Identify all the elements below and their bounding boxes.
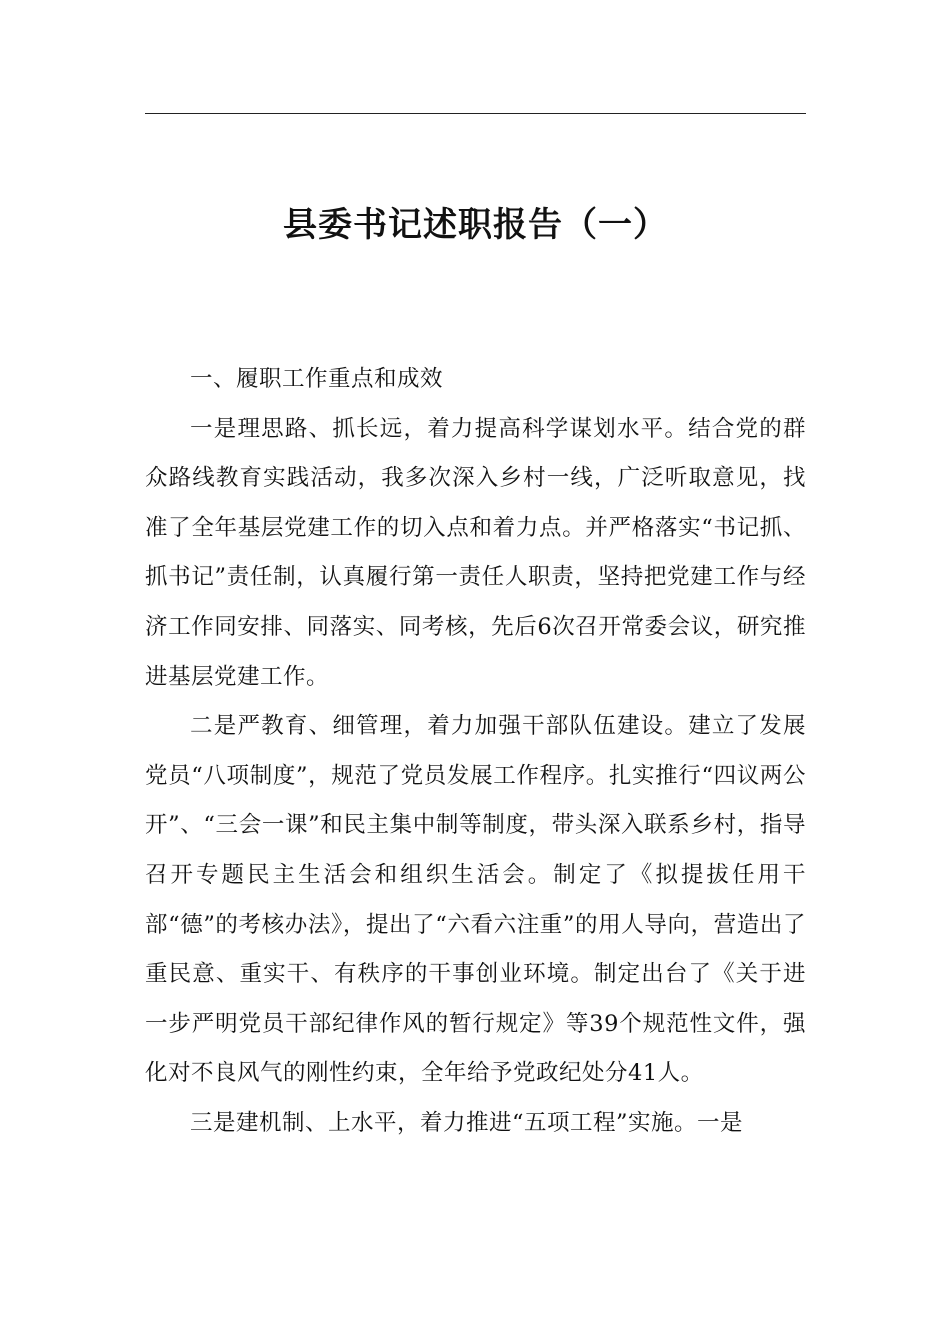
body-paragraph-1: 一是理思路、抓长远，着力提高科学谋划水平。结合党的群众路线教育实践活动，我多次深入乡村一线，广泛听取意见，找准了全年基层党建工作的切入点和着力点。并严格落实“书记抓、抓书记”责任制，认真履行第一责任人职责，坚持把党建工作与经济工作同安排、同落实、同考核，先后6次召开常委会议，研究推进基层党建工作。 <box>145 415 806 690</box>
document-title: 县委书记述职报告（一） <box>283 205 668 245</box>
document-body <box>145 355 806 1149</box>
body-paragraph-3: 三是建机制、上水平，着力推进“五项工程”实施。一是 <box>190 1109 744 1136</box>
body-paragraph-2: 二是严教育、细管理，着力加强干部队伍建设。建立了发展党员“八项制度”，规范了党员发展工作程序。扎实推行“四议两公开”、“三会一课”和民主集中制等制度，带头深入联系乡村，指导召开专题民主生活会和组织生活会。制定了《拟提拔任用干部“德”的考核办法》，提出了“六看六注重”的用人导向，营造出了重民意、重实干、有秩序的干事创业环境。制定出台了《关于进一步严明党员干部纪律作风的暂行规定》等39个规范性文件，强化对不良风气的刚性约束，全年给予党政纪处分41人。 <box>145 713 806 1087</box>
header-rule <box>145 113 806 114</box>
section-heading: 一、履职工作重点和成效 <box>190 366 444 392</box>
